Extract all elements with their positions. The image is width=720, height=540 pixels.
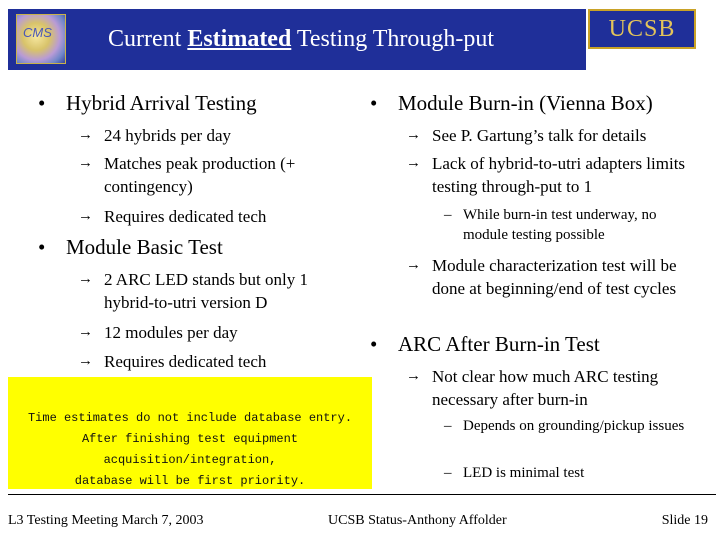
title-suffix: Testing Through-put (291, 26, 495, 52)
note-line: After finishing test equipment acquisition/integration, (81, 432, 299, 467)
dash-icon: – (444, 207, 452, 223)
sub-item (78, 321, 344, 344)
arrow-icon: → (78, 155, 93, 171)
bullet-hybrid-arrival (38, 91, 257, 116)
sub-sub-item (444, 463, 703, 483)
footer-divider (8, 494, 716, 495)
note-line: Time estimates do not include database entry. (27, 411, 353, 425)
arrow-icon: → (78, 324, 93, 340)
note-line: database will be first priority. (74, 474, 306, 488)
sub-item-text: 2 ARC LED stands but only 1 hybrid-to-utri version D (104, 270, 309, 312)
sub-item-text: See P. Gartung’s talk for details (432, 126, 647, 145)
sub-item (406, 124, 702, 147)
bullet-text: Module Basic Test (66, 235, 223, 259)
sub-item-text: Matches peak production (+ contingency) (104, 154, 296, 196)
title-emphasis: Estimated (187, 26, 292, 52)
bullet-icon: • (370, 91, 378, 115)
arrow-icon: → (406, 155, 421, 171)
slide-title (108, 26, 494, 53)
footer-slide-number: Slide 19 (661, 513, 708, 528)
arrow-icon: → (78, 127, 93, 143)
sub-sub-item (444, 205, 703, 245)
sub-item (406, 152, 694, 198)
sub-item (78, 124, 344, 147)
bullet-text: ARC After Burn-in Test (398, 332, 600, 356)
sub-item (78, 152, 344, 198)
sub-item-text: 24 hybrids per day (104, 126, 232, 145)
sub-item (406, 365, 702, 411)
sub-item-text: Module characterization test will be done at beginning/end of test cycles (432, 256, 677, 298)
arrow-icon: → (78, 208, 93, 224)
arrow-icon: → (78, 353, 93, 369)
sub-item (78, 268, 344, 314)
ucsb-logo (588, 9, 696, 49)
bullet-icon: • (370, 332, 378, 356)
cms-logo-text: CMS (23, 25, 52, 40)
bullet-icon: • (38, 91, 46, 115)
sub-item (406, 254, 702, 300)
arrow-icon: → (406, 368, 421, 384)
sub-item-text: Depends on grounding/pickup issues (463, 418, 685, 434)
sub-item-text: Not clear how much ARC testing necessary after burn-in (432, 367, 659, 409)
dash-icon: – (444, 418, 452, 434)
arrow-icon: → (78, 271, 93, 287)
arrow-icon: → (406, 257, 421, 273)
sub-item-text: Requires dedicated tech (104, 207, 267, 226)
sub-sub-item (444, 416, 703, 436)
title-banner (8, 9, 586, 70)
sub-item-text: While burn-in test underway, no module testing possible (463, 207, 657, 243)
bullet-module-basic-test (38, 235, 223, 260)
sub-item (78, 350, 344, 373)
footer-author: UCSB Status-Anthony Affolder (328, 513, 507, 528)
bullet-icon: • (38, 235, 46, 259)
bullet-text: Module Burn-in (Vienna Box) (398, 91, 653, 115)
title-prefix: Current (108, 26, 188, 52)
arrow-icon: → (406, 127, 421, 143)
ucsb-logo-text: UCSB (608, 16, 676, 42)
database-note-box (8, 377, 372, 489)
cms-logo (16, 14, 66, 64)
sub-item-text: 12 modules per day (104, 323, 238, 342)
dash-icon: – (444, 465, 452, 481)
bullet-module-burn-in (370, 91, 653, 116)
sub-item-text: Lack of hybrid-to-utri adapters limits testing through-put to 1 (432, 154, 686, 196)
sub-item-text: Requires dedicated tech (104, 352, 267, 371)
footer-meeting: L3 Testing Meeting March 7, 2003 (8, 513, 204, 528)
sub-item (78, 205, 344, 228)
bullet-text: Hybrid Arrival Testing (66, 91, 257, 115)
bullet-arc-after-burn-in (370, 332, 600, 357)
sub-item-text: LED is minimal test (463, 465, 585, 481)
